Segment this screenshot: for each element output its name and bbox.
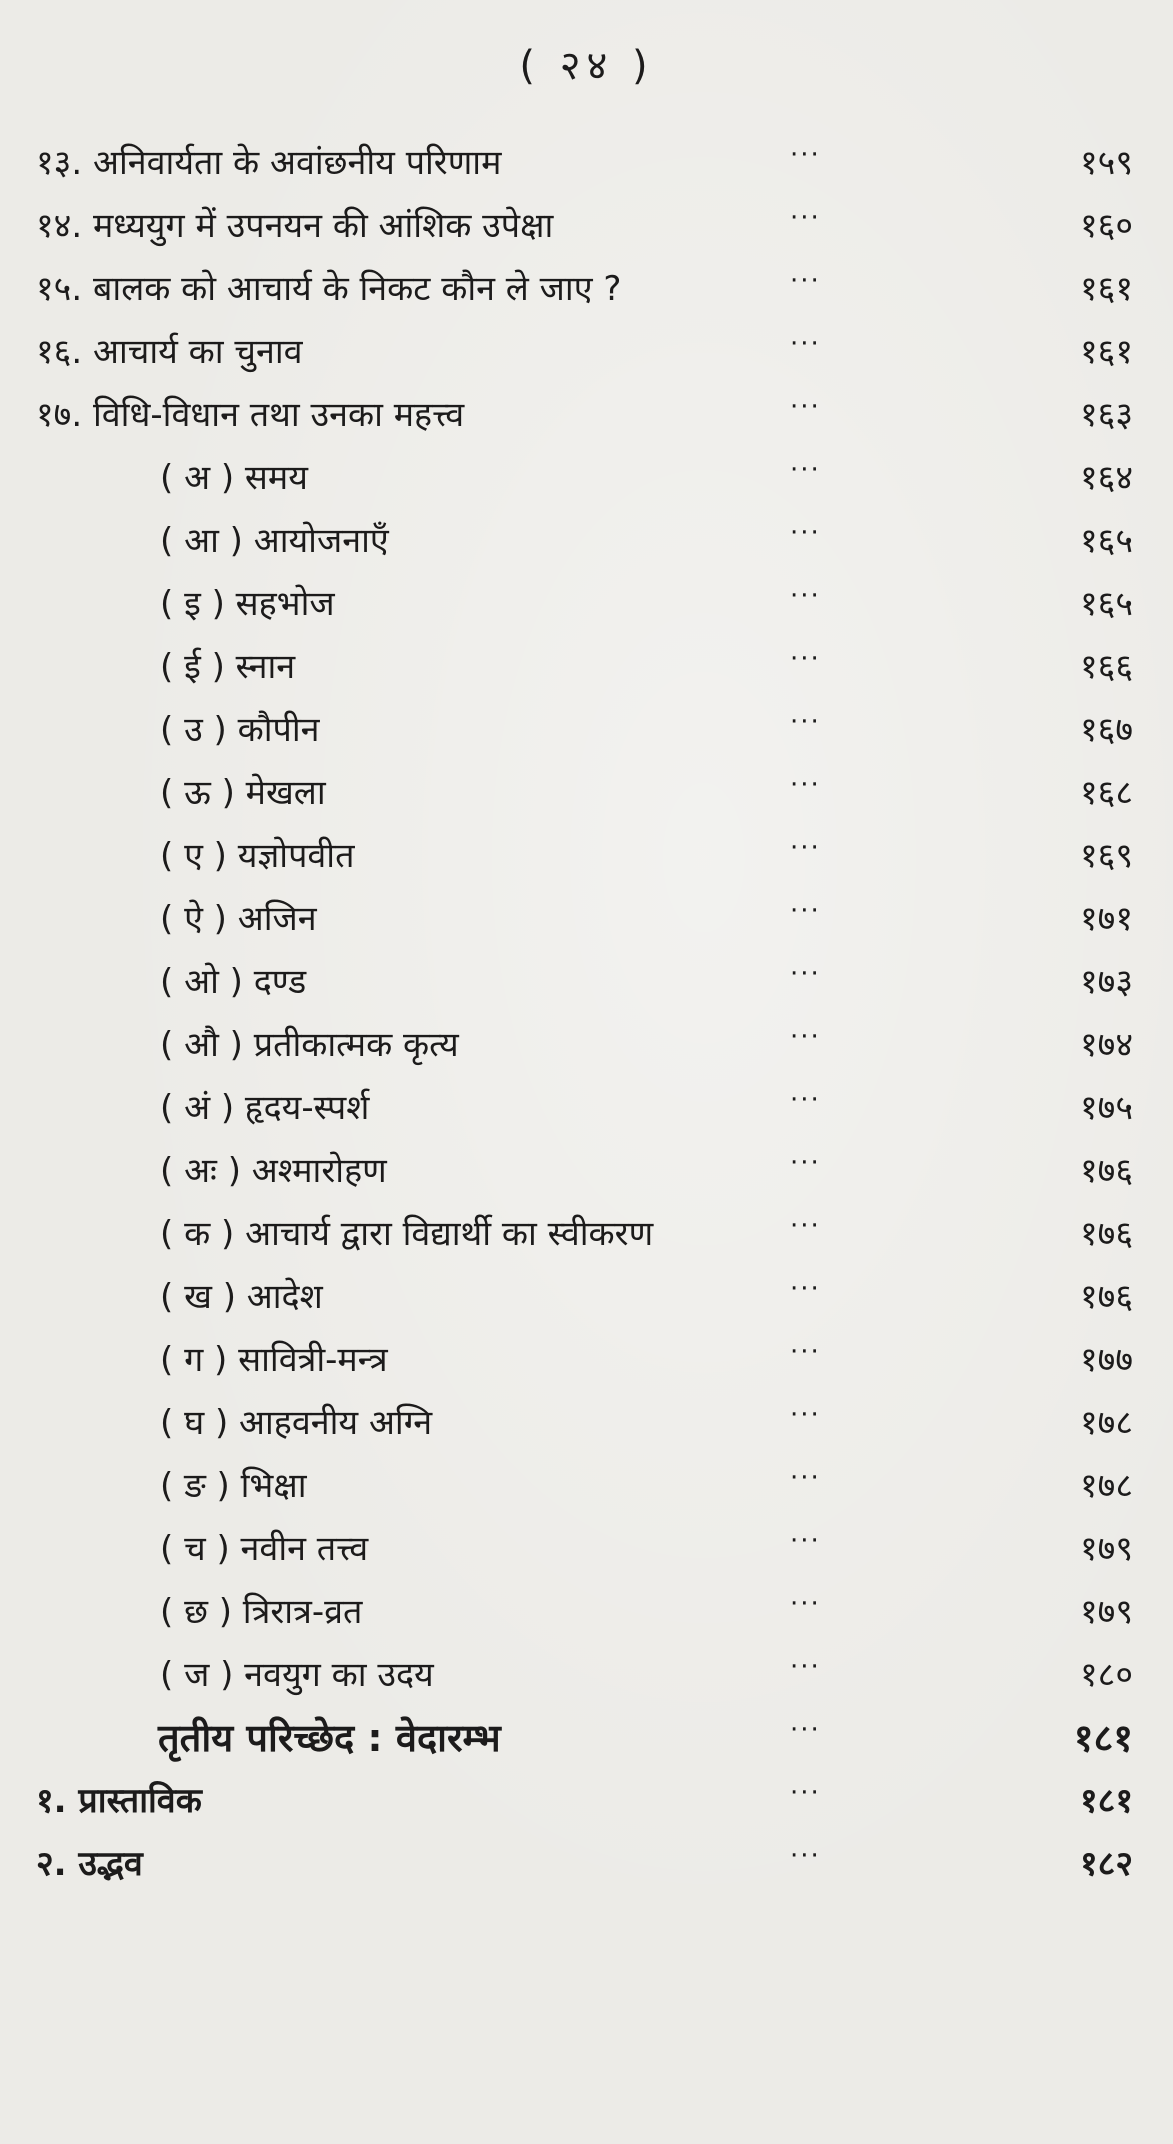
toc-subentry-page: १६४ (1079, 458, 1133, 498)
dot-leader: ··· (790, 1652, 821, 1682)
toc-entry (0, 321, 1173, 384)
toc-subentry-page: १७६ (1079, 1277, 1133, 1317)
toc-subentry-page: १७४ (1079, 1025, 1133, 1065)
toc-subentry-page: १७३ (1079, 962, 1133, 1002)
dot-leader: ··· (790, 1589, 821, 1619)
dot-leader: ··· (790, 266, 821, 296)
toc-subentry-page: १६५ (1079, 521, 1133, 561)
toc-subentry (0, 1266, 1173, 1329)
toc-subentry (0, 699, 1173, 762)
toc-subentry-page: १६९ (1079, 836, 1133, 876)
toc-subentry (0, 1392, 1173, 1455)
toc-subentry (0, 573, 1173, 636)
dot-leader: ··· (790, 1211, 821, 1241)
toc-subentry-title: ( इ ) सहभोज (160, 584, 335, 624)
toc-subentry (0, 762, 1173, 825)
toc-subentry-page: १७८ (1079, 1403, 1133, 1443)
toc-entry-page: १८२ (1079, 1844, 1133, 1884)
toc-subentry (0, 447, 1173, 510)
toc-entry-page: १६१ (1079, 332, 1133, 372)
dot-leader: ··· (790, 1337, 821, 1367)
toc-entry-title: २. उद्भव (36, 1844, 143, 1884)
toc-subentry-title: ( ख ) आदेश (160, 1277, 323, 1317)
dot-leader: ··· (790, 455, 821, 485)
toc-subentry (0, 1518, 1173, 1581)
toc-entry (0, 1833, 1173, 1896)
dot-leader: ··· (790, 1085, 821, 1115)
toc-subentry-title: ( ज ) नवयुग का उदय (160, 1655, 434, 1695)
dot-leader: ··· (790, 1148, 821, 1178)
toc-subentry-title: ( च ) नवीन तत्त्व (160, 1529, 369, 1569)
toc-entry (0, 1770, 1173, 1833)
dot-leader: ··· (790, 1022, 821, 1052)
dot-leader: ··· (790, 644, 821, 674)
toc-subentry-page: १६७ (1079, 710, 1133, 750)
toc-entry-page: १५९ (1079, 143, 1133, 183)
toc-subentry-page: १७९ (1079, 1592, 1133, 1632)
toc-entry (0, 258, 1173, 321)
toc-subentry (0, 951, 1173, 1014)
toc-subentry (0, 1077, 1173, 1140)
toc-subentry-title: ( ङ ) भिक्षा (160, 1466, 307, 1506)
table-of-contents (0, 132, 1173, 1896)
toc-entry-page: १६३ (1079, 395, 1133, 435)
toc-subentry-page: १८० (1079, 1655, 1133, 1695)
page-number: ( २४ ) (519, 43, 654, 89)
dot-leader: ··· (790, 140, 821, 170)
toc-subentry-title: ( घ ) आहवनीय अग्नि (160, 1403, 433, 1443)
dot-leader: ··· (790, 1841, 821, 1871)
toc-subentry (0, 510, 1173, 573)
toc-subentry-page: १६५ (1079, 584, 1133, 624)
dot-leader: ··· (790, 581, 821, 611)
dot-leader: ··· (790, 203, 821, 233)
toc-subentry-page: १७९ (1079, 1529, 1133, 1569)
toc-subentry (0, 1329, 1173, 1392)
dot-leader: ··· (790, 1715, 821, 1745)
toc-entry (0, 132, 1173, 195)
dot-leader: ··· (790, 1778, 821, 1808)
toc-subentry (0, 1140, 1173, 1203)
toc-subentry-page: १७६ (1079, 1151, 1133, 1191)
dot-leader: ··· (790, 707, 821, 737)
toc-subentry (0, 825, 1173, 888)
toc-subentry-title: ( अ ) समय (160, 458, 308, 498)
dot-leader: ··· (790, 1274, 821, 1304)
toc-subentry-page: १७१ (1079, 899, 1133, 939)
toc-subentry (0, 1014, 1173, 1077)
toc-subentry-title: ( अं ) हृदय-स्पर्श (160, 1088, 370, 1128)
toc-subentry-title: ( आ ) आयोजनाएँ (160, 521, 389, 561)
toc-subentry (0, 1455, 1173, 1518)
toc-subentry-title: ( ओ ) दण्ड (160, 962, 307, 1002)
toc-subentry-title: ( उ ) कौपीन (160, 710, 320, 750)
dot-leader: ··· (790, 770, 821, 800)
section-page: १८१ (1073, 1716, 1133, 1760)
toc-entry-title: १. प्रास्ताविक (36, 1781, 202, 1821)
section-title: तृतीय परिच्छेद : वेदारम्भ (158, 1716, 501, 1760)
toc-entry-page: १६१ (1079, 269, 1133, 309)
dot-leader: ··· (790, 896, 821, 926)
dot-leader: ··· (790, 1526, 821, 1556)
toc-entry (0, 384, 1173, 447)
toc-subentry-title: ( ग ) सावित्री-मन्त्र (160, 1340, 388, 1380)
toc-entry-page: १६० (1079, 206, 1133, 246)
toc-subentry-title: ( अः ) अश्मारोहण (160, 1151, 387, 1191)
toc-subentry-page: १७६ (1079, 1214, 1133, 1254)
dot-leader: ··· (790, 329, 821, 359)
toc-entry-title: १४. मध्ययुग में उपनयन की आंशिक उपेक्षा (36, 206, 554, 246)
dot-leader: ··· (790, 392, 821, 422)
toc-subentry-title: ( छ ) त्रिरात्र-व्रत (160, 1592, 363, 1632)
dot-leader: ··· (790, 518, 821, 548)
toc-entry-title: १७. विधि-विधान तथा उनका महत्त्व (36, 395, 465, 435)
toc-subentry-page: १७८ (1079, 1466, 1133, 1506)
toc-subentry (0, 1581, 1173, 1644)
section-heading (0, 1707, 1173, 1770)
toc-subentry-title: ( औ ) प्रतीकात्मक कृत्य (160, 1025, 459, 1065)
toc-entry-page: १८१ (1079, 1781, 1133, 1821)
toc-subentry-title: ( ए ) यज्ञोपवीत (160, 836, 355, 876)
toc-subentry-title: ( ऐ ) अजिन (160, 899, 317, 939)
dot-leader: ··· (790, 833, 821, 863)
toc-entry-title: १६. आचार्य का चुनाव (36, 332, 303, 372)
toc-subentry-page: १७५ (1079, 1088, 1133, 1128)
toc-subentry-page: १६८ (1079, 773, 1133, 813)
toc-subentry-title: ( ई ) स्नान (160, 647, 296, 687)
toc-subentry (0, 1203, 1173, 1266)
toc-subentry (0, 1644, 1173, 1707)
toc-subentry (0, 888, 1173, 951)
toc-subentry-title: ( क ) आचार्य द्वारा विद्यार्थी का स्वीकरण (160, 1214, 654, 1254)
toc-subentry-page: १६६ (1079, 647, 1133, 687)
toc-subentry-title: ( ऊ ) मेखला (160, 773, 326, 813)
toc-subentry-page: १७७ (1079, 1340, 1133, 1380)
toc-entry (0, 195, 1173, 258)
dot-leader: ··· (790, 1400, 821, 1430)
toc-subentry (0, 636, 1173, 699)
dot-leader: ··· (790, 1463, 821, 1493)
toc-entry-title: १५. बालक को आचार्य के निकट कौन ले जाए ? (36, 269, 622, 309)
dot-leader: ··· (790, 959, 821, 989)
toc-entry-title: १३. अनिवार्यता के अवांछनीय परिणाम (36, 143, 502, 183)
